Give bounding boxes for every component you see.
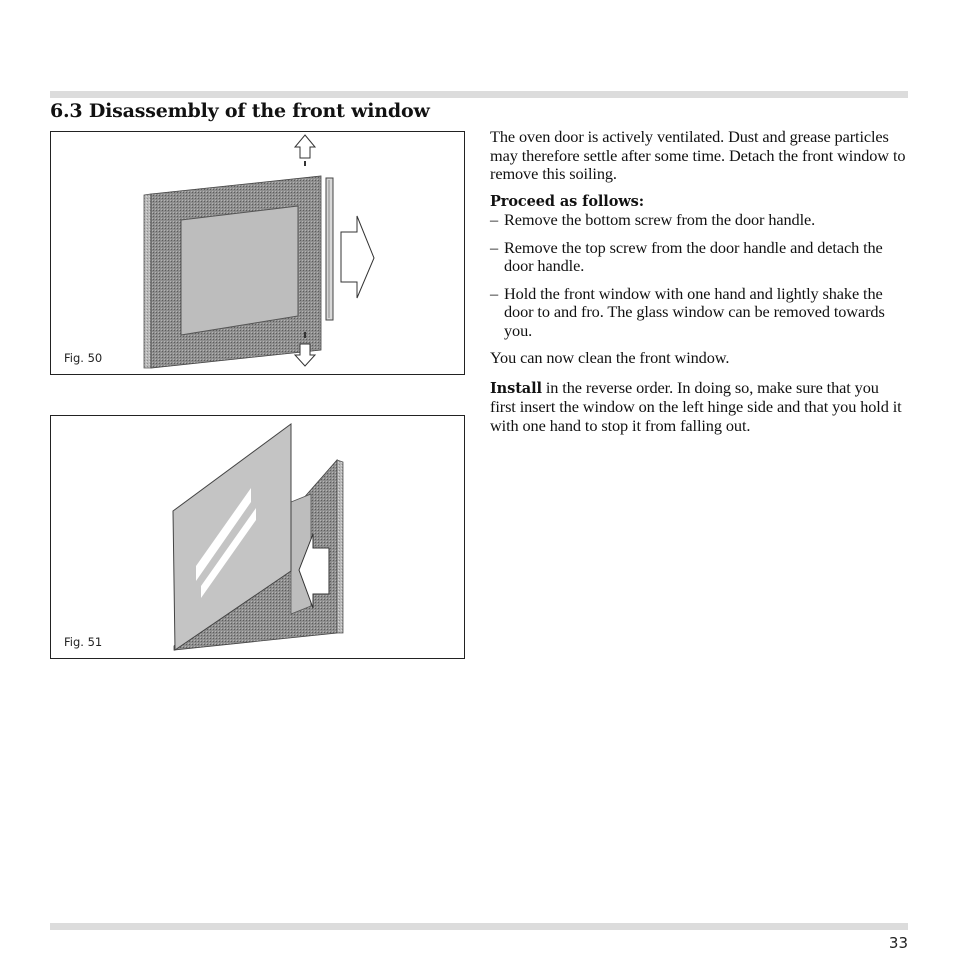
step-3 bbox=[490, 285, 908, 341]
section-heading: 6.3 Disassembly of the front window bbox=[50, 100, 430, 122]
right-arrow-icon bbox=[341, 216, 374, 298]
step-2 bbox=[490, 239, 908, 276]
up-arrow-icon bbox=[295, 135, 315, 158]
intro-paragraph: The oven door is actively ventilated. Dust and grease particles may therefore settle after some time. Detach the front window to remove this soiling. bbox=[490, 127, 906, 183]
door-window bbox=[181, 206, 298, 335]
fig51-illustration bbox=[51, 416, 465, 659]
clean-note: You can now clean the front window. bbox=[490, 348, 730, 367]
top-rule bbox=[50, 91, 908, 98]
bottom-rule bbox=[50, 923, 908, 930]
bottom-screw bbox=[304, 332, 306, 338]
figure-51 bbox=[50, 415, 465, 659]
figure-50 bbox=[50, 131, 465, 375]
step-1 bbox=[490, 211, 908, 230]
fig50-label: Fig. 50 bbox=[64, 351, 103, 365]
step-dash: – bbox=[490, 283, 499, 303]
install-text: in the reverse order. In doing so, make sure that you first insert the window on the left hinge side and that you hold it with one hand to stop it from falling out. bbox=[490, 377, 902, 435]
top-screw bbox=[304, 161, 306, 166]
fig50-illustration bbox=[51, 132, 465, 375]
step-text: Remove the bottom screw from the door handle. bbox=[504, 210, 816, 229]
step-dash: – bbox=[490, 210, 499, 229]
door-edge bbox=[337, 460, 343, 633]
step-dash: – bbox=[490, 237, 499, 257]
install-label: Install bbox=[490, 379, 542, 397]
page-number: 33 bbox=[888, 934, 908, 952]
fig51-label: Fig. 51 bbox=[64, 635, 103, 649]
proceed-label: Proceed as follows: bbox=[490, 192, 644, 210]
step-text: Remove the top screw from the door handle and detach the door handle. bbox=[504, 237, 883, 275]
instructions-column bbox=[490, 128, 908, 435]
step-text: Hold the front window with one hand and lightly shake the door to and fro. The glass window can be removed towards you. bbox=[504, 283, 885, 340]
install-paragraph bbox=[490, 379, 908, 436]
door-side-edge bbox=[144, 194, 151, 368]
